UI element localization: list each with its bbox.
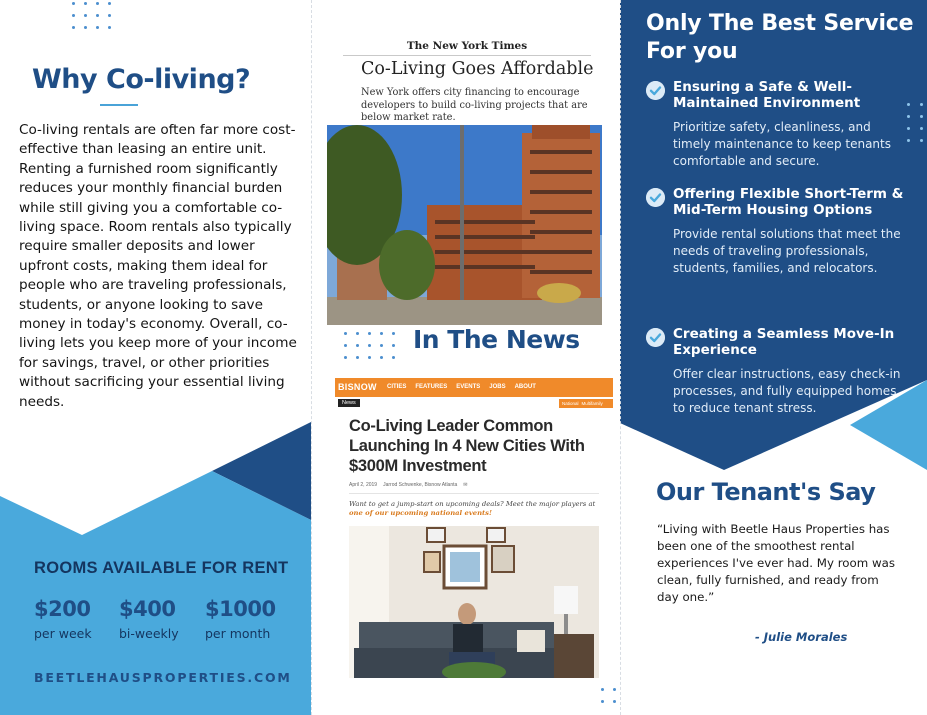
nyt-headline: Co-Living Goes Affordable — [361, 59, 594, 79]
tree-mid — [379, 230, 435, 300]
service-heading: Creating a Seamless Move-In Experience — [673, 326, 895, 358]
service-body: Offer clear instructions, easy check-in processes, and fully equipped homes to reduce tenant stress. — [673, 367, 901, 415]
check-circle-icon — [646, 81, 665, 100]
price-biweekly — [119, 597, 179, 641]
nav-item: JOBS — [489, 384, 506, 390]
in-the-news-title: In The News — [413, 325, 580, 354]
service-item — [646, 80, 906, 170]
dot-grid-bottom — [601, 688, 620, 703]
bisnow-nav-bar — [335, 378, 613, 397]
blurb-link: one of our upcoming national events! — [349, 509, 492, 517]
person-head — [458, 603, 476, 625]
price-amount: $200 — [34, 597, 91, 621]
fold-line-right — [620, 0, 621, 715]
check-circle-icon — [646, 328, 665, 347]
bisnow-clipping — [335, 378, 613, 678]
pole — [460, 125, 464, 300]
region-tags — [559, 399, 613, 408]
price-weekly — [34, 597, 92, 641]
nav-item: ABOUT — [514, 384, 536, 390]
email-icon: ✉ — [463, 482, 468, 488]
frame-right-top — [487, 528, 505, 542]
price-monthly — [205, 597, 276, 641]
region-tag: Multifamily — [581, 401, 603, 406]
left-panel — [0, 0, 311, 715]
nyt-deck: New York offers city financing to encourage developers to build co-living projects that are below market rate. — [361, 87, 588, 123]
middle-panel — [311, 0, 620, 715]
tenant-quote: “Living with Beetle Haus Properties has been one of the smoothest rental experiences I've ever had. My room was clean, fully furnished, and ready from day one.” — [657, 522, 895, 604]
news-tag: News — [338, 399, 360, 407]
dot-grid-right — [907, 103, 923, 142]
tenant-author: - Julie Morales — [755, 630, 848, 644]
lamp-stand — [564, 614, 568, 634]
service-item — [646, 327, 906, 417]
best-service-title: Only The Best Service For you — [646, 11, 914, 64]
bisnow-headline: Co-Living Leader Common Launching In 4 New Cities With $300M Investment — [349, 417, 585, 475]
frame-left — [424, 552, 440, 572]
nav-item: CITIES — [387, 384, 407, 390]
divider — [349, 493, 599, 494]
bisnow-living-room-photo — [349, 526, 599, 678]
why-coliving-title: Why Co-living? — [32, 64, 251, 95]
check-circle-icon — [646, 188, 665, 207]
nyt-building-photo — [327, 125, 602, 325]
pillow-right — [517, 630, 545, 652]
article-authors: Jarrod Schwenke, Bisnow Atlanta — [383, 482, 458, 488]
lamp-shade — [554, 586, 578, 614]
price-label: per week — [34, 626, 92, 641]
service-body: Prioritize safety, cleanliness, and timely maintenance to keep tenants comfortable and secure. — [673, 120, 891, 168]
right-panel — [620, 0, 927, 715]
side-table — [554, 634, 594, 678]
nyt-masthead: The New York Times — [406, 40, 528, 52]
region-tag: National — [562, 401, 579, 406]
article-date: April 2, 2019 — [349, 482, 378, 488]
service-heading: Ensuring a Safe & Well-Maintained Environment — [673, 79, 861, 111]
divider — [343, 55, 591, 56]
tower-top — [532, 125, 590, 139]
nav-item: FEATURES — [415, 384, 448, 390]
rooms-available-title: ROOMS AVAILABLE FOR RENT — [34, 559, 289, 577]
art-center — [450, 552, 480, 582]
frame-right — [492, 546, 514, 572]
bisnow-meta — [349, 482, 468, 488]
nav-item: EVENTS — [456, 384, 481, 390]
bisnow-blurb — [349, 500, 597, 518]
fold-line-left — [311, 0, 312, 715]
tenant-say-title: Our Tenant's Say — [656, 478, 876, 506]
bisnow-nav — [387, 384, 536, 390]
why-coliving-body: Co-living rentals are often far more cost-effective than leasing an entire unit. Renting a furnished room significantly reduces your monthly financial burden while still giving you a comfortable co-living space. Room rentals also typically require smaller deposits and lower upfront costs, making them ideal for people who are traveling professionals, students, or anyone looking to save money in today's economy. Overall, co-living lets you keep more of your income for savings, travel, or other priorities without sacrificing your essential living needs. — [19, 122, 297, 410]
person-body — [453, 624, 483, 654]
price-amount: $400 — [119, 597, 176, 621]
bush-right — [537, 283, 581, 303]
price-label: bi-weekly — [119, 626, 179, 641]
dot-grid-middle — [344, 332, 395, 359]
price-label: per month — [205, 626, 271, 641]
service-heading: Offering Flexible Short-Term & Mid-Term Housing Options — [673, 186, 904, 218]
price-amount: $1000 — [205, 597, 276, 621]
bisnow-logo: BISNOW — [338, 382, 377, 392]
website-link[interactable]: BEETLEHAUSPROPERTIES.COM — [34, 670, 292, 685]
nyt-clipping — [327, 33, 607, 325]
frame-left-top — [427, 528, 445, 542]
service-item — [646, 187, 906, 277]
service-body: Provide rental solutions that meet the needs of traveling professionals, students, families, and relocators. — [673, 227, 901, 275]
blurb-text: Want to get a jump-start on upcoming deals? Meet the major players at — [349, 500, 596, 508]
